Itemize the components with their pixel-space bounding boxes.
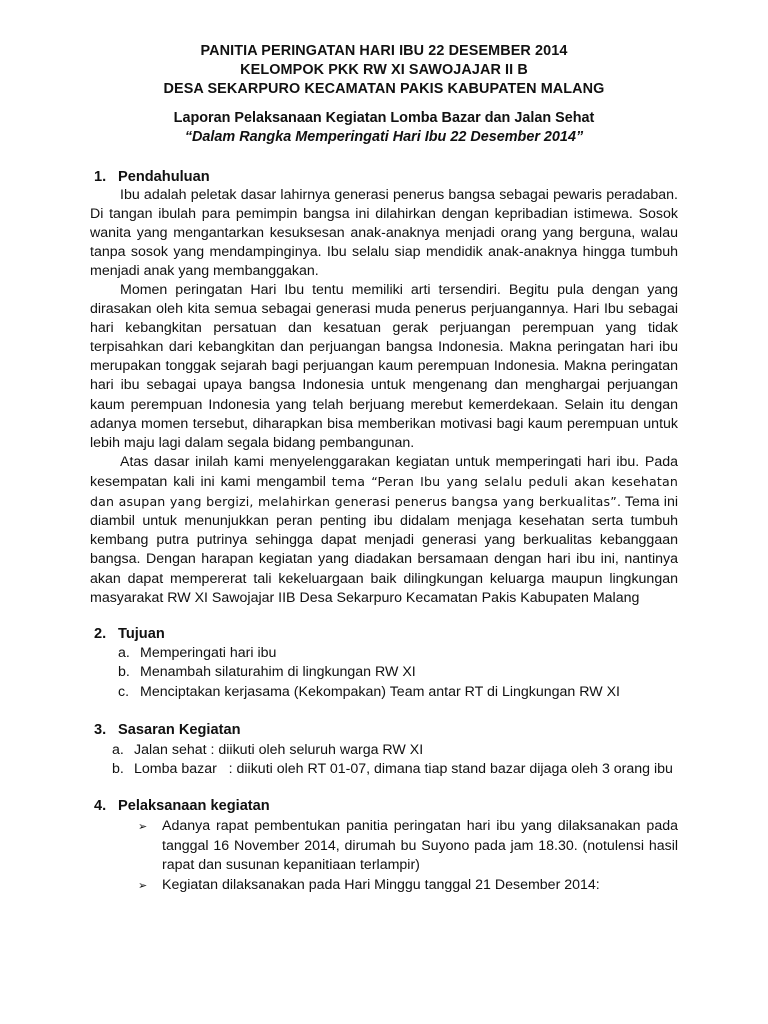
list-item — [138, 817, 678, 876]
list-marker: c. — [118, 683, 130, 700]
section-title-text: Pendahuluan — [118, 169, 210, 185]
list-item — [112, 760, 672, 779]
section-number: 3. — [94, 722, 107, 738]
list-item-text: Kegiatan dilaksanakan pada Hari Minggu tanggal 21 Desember 2014: — [162, 876, 600, 893]
theme-quote: tema “Peran Ibu yang selalu peduli akan kesehatan dan asupan yang bergizi, melahirkan generasi penerus bangsa yang berkualitas” — [90, 474, 678, 510]
arrow-bullet-icon: ➢ — [138, 820, 148, 833]
section-title-text: Sasaran Kegiatan — [118, 722, 241, 738]
header-line-group: KELOMPOK PKK RW XI SAWOJAJAR II B — [240, 62, 528, 78]
report-title-line: Laporan Pelaksanaan Kegiatan Lomba Bazar dan Jalan Sehat — [173, 110, 595, 126]
header-line-village: DESA SEKARPURO KECAMATAN PAKIS KABUPATEN MALANG — [163, 81, 605, 97]
list-item-text: Adanya rapat pembentukan panitia peringatan hari ibu yang dilaksanakan pada tanggal 16 November 2014, dirumah bu Suyono pada jam 18.30. (notulensi hasil rapat dan susunan kepanitiaan terlampir) — [162, 818, 678, 874]
pelaksanaan-list — [138, 817, 678, 895]
paragraph-intro-3 — [90, 453, 678, 608]
tujuan-list — [118, 644, 678, 702]
section-heading-pelaksanaan — [94, 797, 270, 816]
paragraph-intro-1: Ibu adalah peletak dasar lahirnya generasi penerus bangsa sebagai pewaris peradaban. Di tangan ibulah para pemimpin bangsa ini dilahirkan dengan kepribadian istimewa. Sosok wanita yang mengantarkan kesuksesan anak-anaknya menjadi orang yang berguna, walau tanpa sosok yang mendampinginya. Ibu selalu siap mendidik anak-anaknya hingga tumbuh menjadi anak yang membanggakan. — [90, 187, 678, 280]
list-marker: b. — [118, 664, 130, 681]
section-number: 2. — [94, 626, 107, 642]
list-item-text: Jalan sehat : diikuti oleh seluruh warga RW XI — [134, 742, 424, 758]
report-subtitle-line: “Dalam Rangka Memperingati Hari Ibu 22 Desember 2014” — [184, 129, 584, 145]
list-item — [118, 663, 678, 682]
list-item — [138, 876, 678, 896]
list-item-text: Menambah silaturahim di lingkungan RW XI — [140, 664, 416, 681]
list-item — [118, 644, 678, 663]
report-title — [0, 109, 768, 147]
section-title-text: Tujuan — [118, 626, 165, 642]
section-heading-tujuan — [94, 625, 165, 644]
header-line-committee: PANITIA PERINGATAN HARI IBU 22 DESEMBER 2014 — [200, 43, 568, 59]
list-item — [118, 683, 678, 702]
list-item-text: Lomba bazar : diikuti oleh RT 01-07, dimana tiap stand bazar dijaga oleh 3 orang ibu — [134, 761, 673, 778]
document-header — [0, 42, 768, 99]
list-item-text: Menciptakan kerjasama (Kekompakan) Team antar RT di Lingkungan RW XI — [140, 683, 620, 700]
section-number: 1. — [94, 169, 107, 185]
arrow-bullet-icon: ➢ — [138, 878, 148, 892]
paragraph-intro-3-start: Atas dasar inilah kami menyelenggarakan kegiatan untuk memperingati hari ibu. Pada kesempatan kali ini kami mengambil — [90, 454, 678, 491]
list-marker: a. — [118, 645, 130, 661]
section-heading-pendahuluan — [94, 168, 210, 187]
section-title-text: Pelaksanaan kegiatan — [118, 798, 270, 814]
list-item — [112, 741, 672, 760]
section-heading-sasaran — [94, 721, 240, 740]
list-item-text: Memperingati hari ibu — [140, 645, 277, 661]
paragraph-intro-2: Momen peringatan Hari Ibu tentu memiliki arti tersendiri. Begitu pula dengan yang dirasakan oleh kita semua sebagai generasi muda penerus perjuangannya. Hari Ibu sebagai hari kebangkitan persatuan dan kesatuan gerak perjuangan perempuan yang tidak terpisahkan dari kebangkitan dan perjuangan bangsa Indonesia. Makna peringatan hari ibu merupakan tonggak sejarah bagi perjuangan kaum perempuan Indonesia. Makna peringatan hari ibu sebagai upaya bangsa Indonesia untuk mengenang dan menghargai perjuangan kaum perempuan Indonesia yang telah berjuang merebut kemerdekaan. Selain itu dengan adanya momen tersebut, diharapkan bisa memberikan motivasi bagi kaum perempuan untuk lebih maju lagi dalam segala bidang pembangunan. — [90, 282, 678, 451]
list-marker: b. — [112, 761, 124, 778]
paragraph-intro-3-end: . Tema ini diambil untuk menunjukkan peran penting ibu didalam menjaga kesehatan serta tumbuh kembang putra putrinya sehingga dapat menjadi generasi yang berkualitas kebanggaan bangsa. Dengan harapan kegiatan yang diadakan bersamaan dengan hari ibu ini, nantinya akan dapat mempererat tali kekeluargaan baik dilingkungan keluarga maupun lingkungan masyarakat RW XI Sawojajar IIB Desa Sekarpuro Kecamatan Pakis Kabupaten Malang — [90, 494, 678, 606]
list-marker: a. — [112, 742, 124, 758]
sasaran-list — [112, 741, 672, 780]
section-number: 4. — [94, 798, 107, 814]
